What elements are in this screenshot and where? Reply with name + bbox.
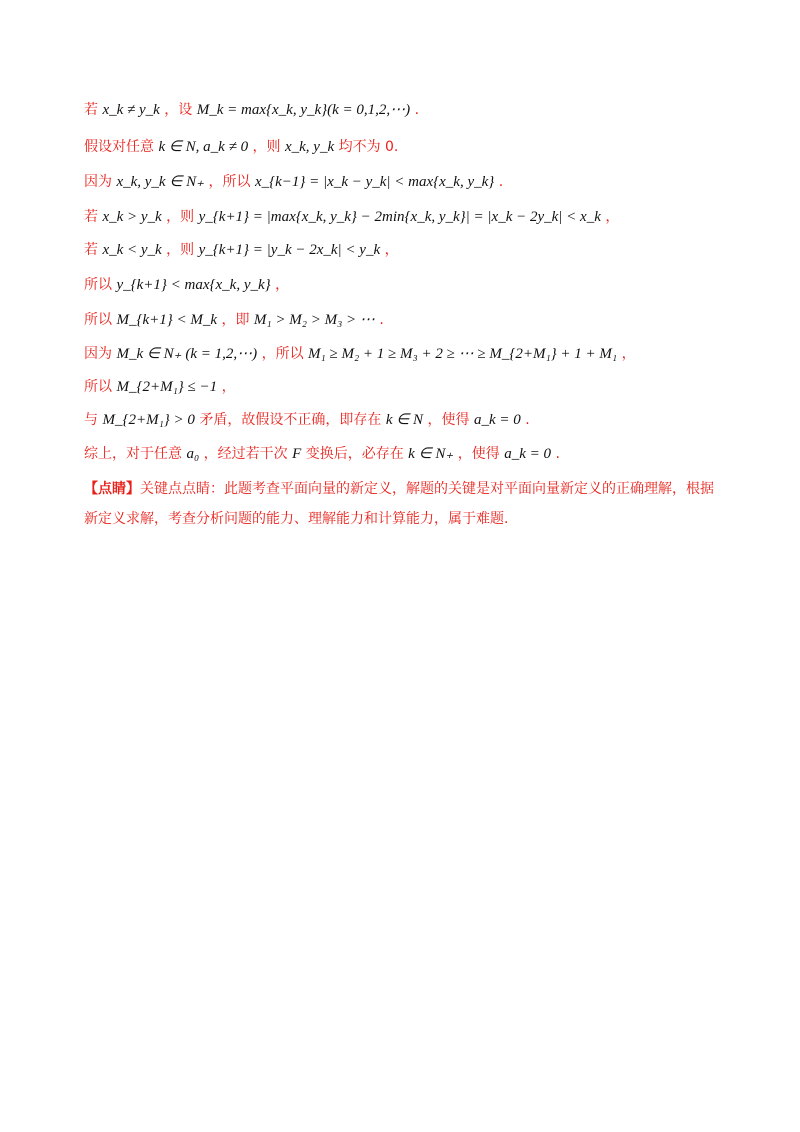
proof-line-11: 综上，对于任意 a₀ ，经过若干次 F 变换后，必存在 k ∈ N₊ ，使得 a_k = 0 . <box>84 446 560 462</box>
proof-line-10: 与 M_{2+M₁} > 0 矛盾，故假设不正确，即存在 k ∈ N ，使得 a_k = 0 . <box>84 412 530 428</box>
proof-line-6: 所以 y_{k+1} < max{x_k, y_k} ， <box>84 277 290 293</box>
proof-line-7: 所以 M_{k+1} < M_k ，即 M₁ > M₂ > M₃ > ⋯ . <box>84 312 384 328</box>
proof-line-9: 所以 M_{2+M₁} ≤ −1 ， <box>84 379 236 395</box>
proof-line-4: 若 x_k > y_k ，则 y_{k+1} = |max{x_k, y_k} − 2min{x_k, y_k}| = |x_k − 2y_k| < x_k ， <box>84 209 620 225</box>
proof-line-5: 若 x_k < y_k ，则 y_{k+1} = |y_k − 2x_k| < y_k ， <box>84 242 399 258</box>
note-tag: 【点睛】 <box>84 481 140 497</box>
note-text: 关键点点睛：此题考查平面向量的新定义，解题的关键是对平面向量新定义的正确理解，根据新定义求解，考查分析问题的能力、理解能力和计算能力，属于难题. <box>84 481 714 527</box>
proof-line-1: 若 x_k ≠ y_k ，设 M_k = max{x_k, y_k}(k = 0,1,2,⋯) . <box>84 102 420 118</box>
proof-line-2: 假设对任意 k ∈ N, a_k ≠ 0 ，则 x_k, y_k 均不为 0. <box>84 139 399 155</box>
key-point-note <box>84 474 724 534</box>
proof-line-3: 因为 x_k, y_k ∈ N₊ ，所以 x_{k−1} = |x_k − y_k| < max{x_k, y_k} . <box>84 174 504 190</box>
proof-line-8: 因为 M_k ∈ N₊ (k = 1,2,⋯) ，所以 M₁ ≥ M₂ + 1 ≥ M₃ + 2 ≥ ⋯ ≥ M_{2+M₁} + 1 + M₁ ， <box>84 346 636 362</box>
